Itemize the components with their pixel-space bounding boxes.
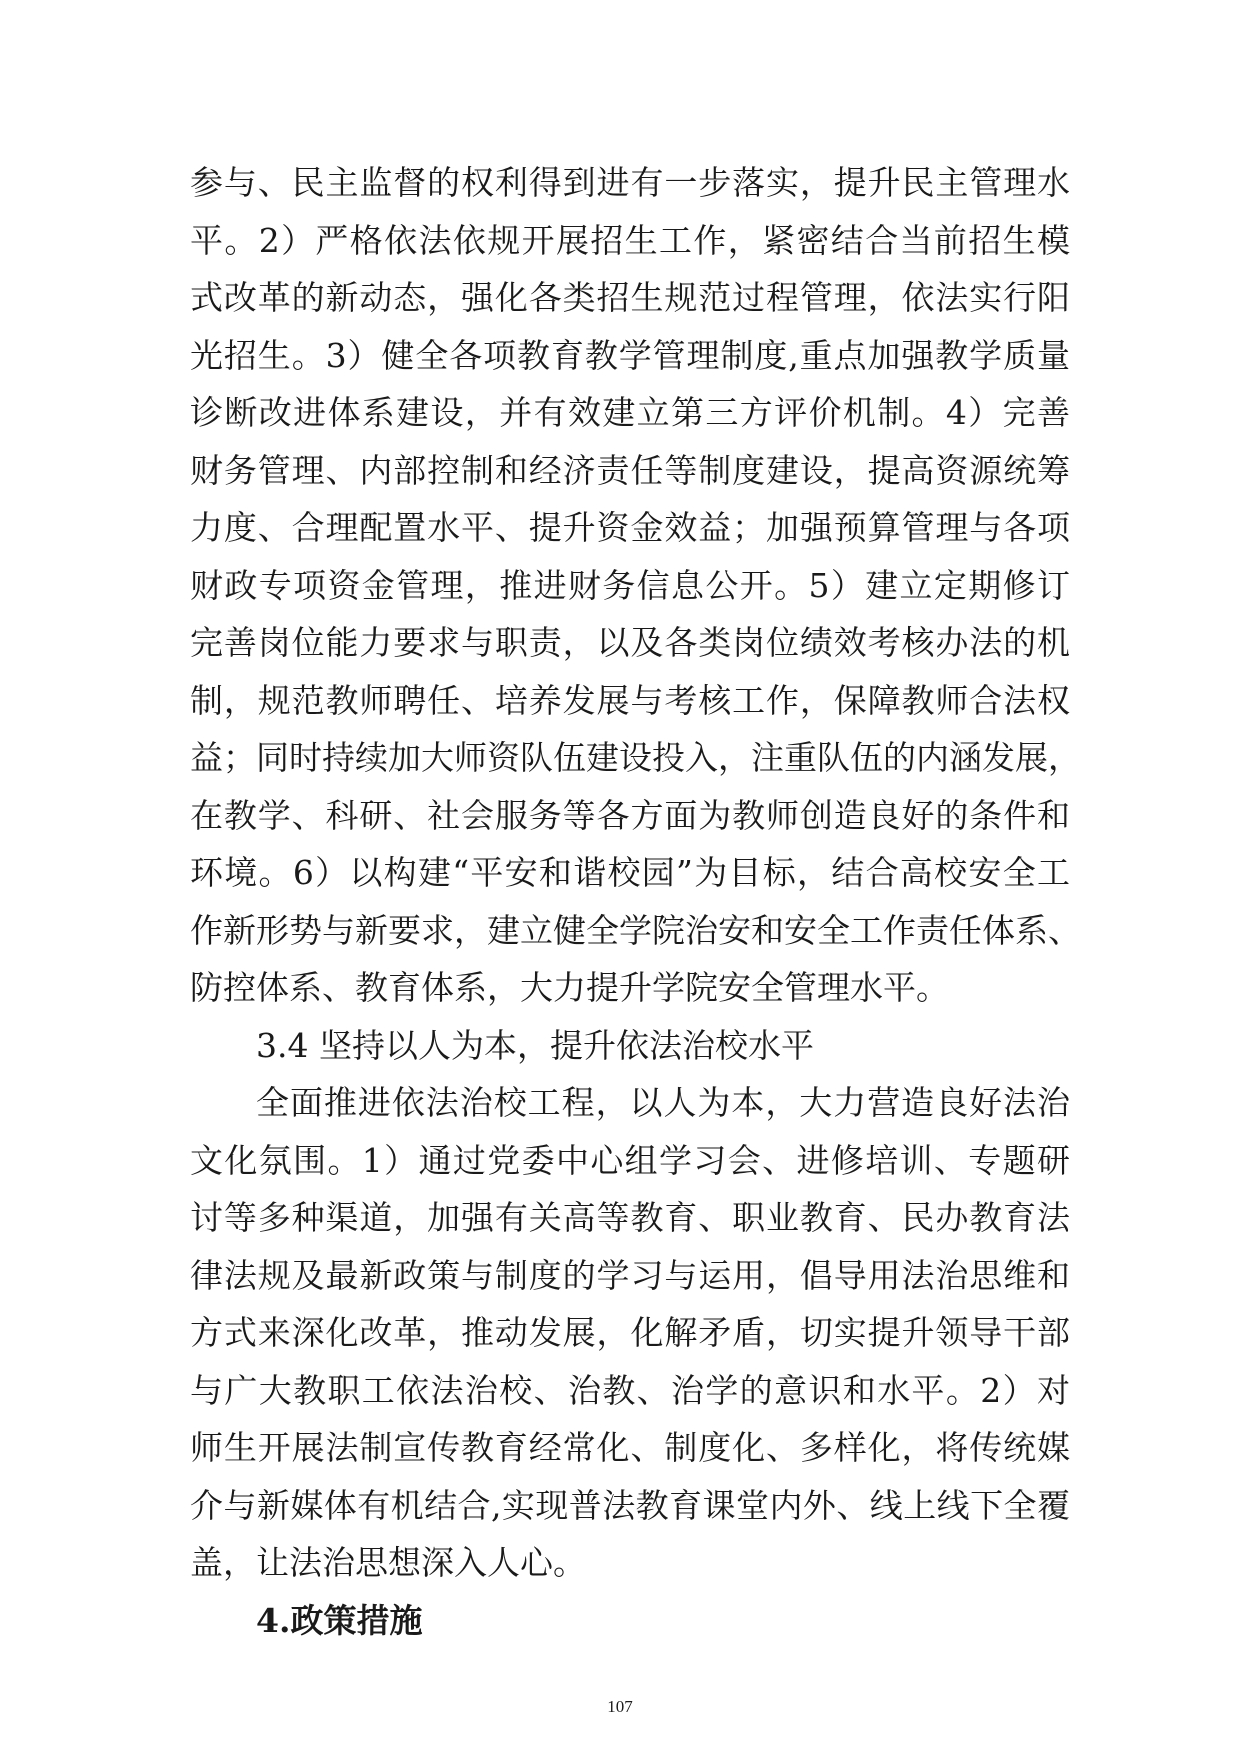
body-text-line: 益；同时持续加大师资队伍建设投入，注重队伍的内涵发展， — [190, 738, 1081, 777]
body-text-line: 力度、合理配置水平、提升资金效益；加强预算管理与各项 — [190, 508, 1070, 547]
body-text-line: 制，规范教师聘任、培养发展与考核工作，保障教师合法权 — [190, 681, 1070, 720]
body-text-line: 讨等多种渠道，加强有关高等教育、职业教育、民办教育法 — [190, 1198, 1070, 1237]
section-heading: 4.政策措施 — [256, 1601, 423, 1640]
page-number: 107 — [607, 1697, 633, 1716]
body-text-line: 诊断改进体系建设，并有效建立第三方评价机制。4）完善 — [190, 393, 1070, 432]
body-text-line: 师生开展法制宣传教育经常化、制度化、多样化，将传统媒 — [190, 1428, 1070, 1467]
body-text-line: 全面推进依法治校工程，以人为本，大力营造良好法治 — [256, 1083, 1070, 1122]
body-text-line: 律法规及最新政策与制度的学习与运用，倡导用法治思维和 — [190, 1256, 1070, 1295]
body-text-line: 平。2）严格依法依规开展招生工作，紧密结合当前招生模 — [190, 221, 1070, 260]
body-text-line: 财务管理、内部控制和经济责任等制度建设，提高资源统筹 — [190, 451, 1070, 490]
body-text-line: 财政专项资金管理，推进财务信息公开。5）建立定期修订 — [190, 566, 1070, 605]
body-text-line: 作新形势与新要求，建立健全学院治安和安全工作责任体系、 — [190, 911, 1081, 950]
body-text-line: 光招生。3）健全各项教育教学管理制度,重点加强教学质量 — [190, 336, 1070, 375]
body-text-line: 防控体系、教育体系，大力提升学院安全管理水平。 — [190, 968, 949, 1007]
body-text-line: 盖，让法治思想深入人心。 — [190, 1543, 586, 1582]
body-text-line: 完善岗位能力要求与职责，以及各类岗位绩效考核办法的机 — [190, 623, 1070, 662]
section-subheading: 3.4 坚持以人为本，提升依法治校水平 — [256, 1026, 814, 1065]
body-text-line: 环境。6）以构建“平安和谐校园”为目标，结合高校安全工 — [190, 853, 1070, 892]
body-text-line: 方式来深化改革，推动发展，化解矛盾，切实提升领导干部 — [190, 1313, 1070, 1352]
body-text-line: 文化氛围。1）通过党委中心组学习会、进修培训、专题研 — [190, 1141, 1070, 1180]
body-text-line: 式改革的新动态，强化各类招生规范过程管理，依法实行阳 — [190, 278, 1070, 317]
body-text-line: 在教学、科研、社会服务等各方面为教师创造良好的条件和 — [190, 796, 1070, 835]
body-text-line: 介与新媒体有机结合,实现普法教育课堂内外、线上线下全覆 — [190, 1486, 1070, 1525]
body-text-line: 参与、民主监督的权利得到进有一步落实，提升民主管理水 — [190, 163, 1070, 202]
body-text-line: 与广大教职工依法治校、治教、治学的意识和水平。2）对 — [190, 1371, 1070, 1410]
